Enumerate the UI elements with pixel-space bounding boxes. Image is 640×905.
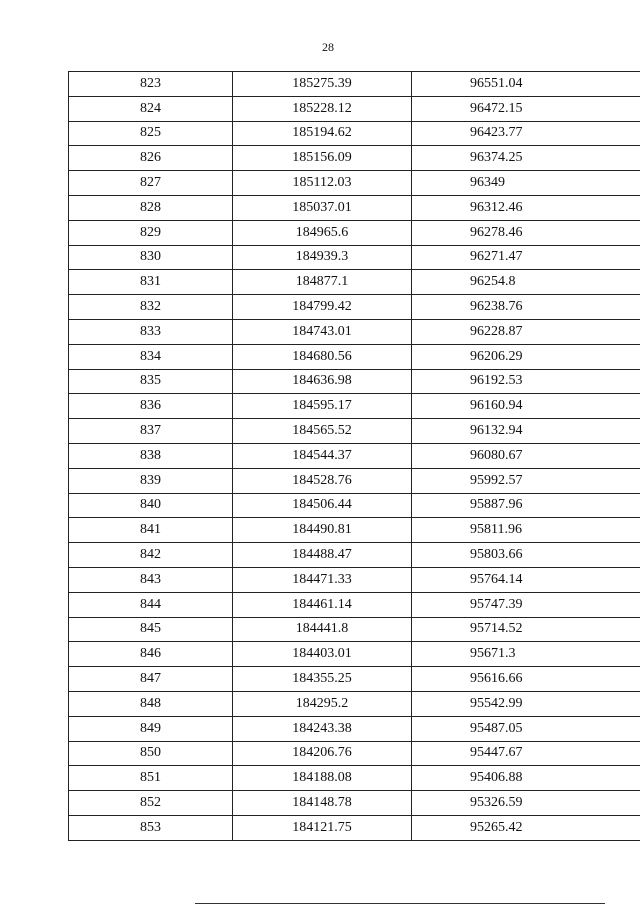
point-number-cell: 837 bbox=[69, 419, 233, 444]
x-coordinate-cell: 184355.25 bbox=[233, 667, 412, 692]
y-coordinate-cell: 96080.67 bbox=[412, 443, 640, 468]
table-row bbox=[69, 518, 640, 543]
point-number-cell: 832 bbox=[69, 295, 233, 320]
x-coordinate-cell: 184565.52 bbox=[233, 419, 412, 444]
table-row bbox=[69, 394, 640, 419]
table-body bbox=[69, 72, 640, 841]
x-coordinate-cell: 184506.44 bbox=[233, 493, 412, 518]
point-number-cell: 840 bbox=[69, 493, 233, 518]
table-row bbox=[69, 319, 640, 344]
y-coordinate-cell: 95326.59 bbox=[412, 791, 640, 816]
y-coordinate-cell: 96192.53 bbox=[412, 369, 640, 394]
point-number-cell: 826 bbox=[69, 146, 233, 171]
table-row bbox=[69, 419, 640, 444]
point-number-cell: 834 bbox=[69, 344, 233, 369]
x-coordinate-cell: 184148.78 bbox=[233, 791, 412, 816]
y-coordinate-cell: 96472.15 bbox=[412, 96, 640, 121]
point-number-cell: 824 bbox=[69, 96, 233, 121]
x-coordinate-cell: 184243.38 bbox=[233, 716, 412, 741]
y-coordinate-cell: 96206.29 bbox=[412, 344, 640, 369]
table-row bbox=[69, 716, 640, 741]
point-number-cell: 846 bbox=[69, 642, 233, 667]
y-coordinate-cell: 96238.76 bbox=[412, 295, 640, 320]
point-number-cell: 848 bbox=[69, 691, 233, 716]
x-coordinate-cell: 184488.47 bbox=[233, 543, 412, 568]
point-number-cell: 825 bbox=[69, 121, 233, 146]
table-row bbox=[69, 667, 640, 692]
table-row bbox=[69, 195, 640, 220]
point-number-cell: 841 bbox=[69, 518, 233, 543]
table-row bbox=[69, 369, 640, 394]
point-number-cell: 836 bbox=[69, 394, 233, 419]
x-coordinate-cell: 184490.81 bbox=[233, 518, 412, 543]
y-coordinate-cell: 95747.39 bbox=[412, 592, 640, 617]
table-row bbox=[69, 567, 640, 592]
y-coordinate-cell: 96254.8 bbox=[412, 270, 640, 295]
y-coordinate-cell: 96374.25 bbox=[412, 146, 640, 171]
x-coordinate-cell: 184799.42 bbox=[233, 295, 412, 320]
table-row bbox=[69, 121, 640, 146]
point-number-cell: 850 bbox=[69, 741, 233, 766]
x-coordinate-cell: 184295.2 bbox=[233, 691, 412, 716]
point-number-cell: 853 bbox=[69, 815, 233, 840]
x-coordinate-cell: 184965.6 bbox=[233, 220, 412, 245]
y-coordinate-cell: 95811.96 bbox=[412, 518, 640, 543]
y-coordinate-cell: 95714.52 bbox=[412, 617, 640, 642]
point-number-cell: 827 bbox=[69, 171, 233, 196]
y-coordinate-cell: 95764.14 bbox=[412, 567, 640, 592]
y-coordinate-cell: 95671.3 bbox=[412, 642, 640, 667]
table-row bbox=[69, 617, 640, 642]
point-number-cell: 844 bbox=[69, 592, 233, 617]
point-number-cell: 842 bbox=[69, 543, 233, 568]
x-coordinate-cell: 185037.01 bbox=[233, 195, 412, 220]
x-coordinate-cell: 184636.98 bbox=[233, 369, 412, 394]
bottom-rule bbox=[195, 903, 605, 904]
point-number-cell: 849 bbox=[69, 716, 233, 741]
point-number-cell: 847 bbox=[69, 667, 233, 692]
point-number-cell: 852 bbox=[69, 791, 233, 816]
x-coordinate-cell: 184939.3 bbox=[233, 245, 412, 270]
table-row bbox=[69, 741, 640, 766]
table-row bbox=[69, 344, 640, 369]
y-coordinate-cell: 95887.96 bbox=[412, 493, 640, 518]
y-coordinate-cell: 96271.47 bbox=[412, 245, 640, 270]
table-row bbox=[69, 220, 640, 245]
table-row bbox=[69, 270, 640, 295]
x-coordinate-cell: 184680.56 bbox=[233, 344, 412, 369]
point-number-cell: 835 bbox=[69, 369, 233, 394]
x-coordinate-cell: 184743.01 bbox=[233, 319, 412, 344]
y-coordinate-cell: 95803.66 bbox=[412, 543, 640, 568]
table-row bbox=[69, 791, 640, 816]
x-coordinate-cell: 184403.01 bbox=[233, 642, 412, 667]
table-row bbox=[69, 295, 640, 320]
x-coordinate-cell: 184544.37 bbox=[233, 443, 412, 468]
point-number-cell: 833 bbox=[69, 319, 233, 344]
y-coordinate-cell: 95616.66 bbox=[412, 667, 640, 692]
table-row bbox=[69, 146, 640, 171]
y-coordinate-cell: 96132.94 bbox=[412, 419, 640, 444]
table-row bbox=[69, 493, 640, 518]
x-coordinate-cell: 184121.75 bbox=[233, 815, 412, 840]
y-coordinate-cell: 96312.46 bbox=[412, 195, 640, 220]
table-row bbox=[69, 815, 640, 840]
x-coordinate-cell: 185156.09 bbox=[233, 146, 412, 171]
table-row bbox=[69, 72, 640, 97]
point-number-cell: 843 bbox=[69, 567, 233, 592]
y-coordinate-cell: 96278.46 bbox=[412, 220, 640, 245]
x-coordinate-cell: 184471.33 bbox=[233, 567, 412, 592]
y-coordinate-cell: 95447.67 bbox=[412, 741, 640, 766]
y-coordinate-cell: 96228.87 bbox=[412, 319, 640, 344]
y-coordinate-cell: 95265.42 bbox=[412, 815, 640, 840]
x-coordinate-cell: 184188.08 bbox=[233, 766, 412, 791]
table-row bbox=[69, 468, 640, 493]
table-row bbox=[69, 171, 640, 196]
y-coordinate-cell: 95542.99 bbox=[412, 691, 640, 716]
table-row bbox=[69, 592, 640, 617]
x-coordinate-cell: 184528.76 bbox=[233, 468, 412, 493]
point-number-cell: 823 bbox=[69, 72, 233, 97]
table-row bbox=[69, 642, 640, 667]
point-number-cell: 851 bbox=[69, 766, 233, 791]
x-coordinate-cell: 184595.17 bbox=[233, 394, 412, 419]
x-coordinate-cell: 185194.62 bbox=[233, 121, 412, 146]
table-row bbox=[69, 691, 640, 716]
coordinate-table bbox=[68, 71, 640, 841]
table-row bbox=[69, 96, 640, 121]
x-coordinate-cell: 184461.14 bbox=[233, 592, 412, 617]
y-coordinate-cell: 95487.05 bbox=[412, 716, 640, 741]
y-coordinate-cell: 95406.88 bbox=[412, 766, 640, 791]
x-coordinate-cell: 184441.8 bbox=[233, 617, 412, 642]
table-row bbox=[69, 543, 640, 568]
point-number-cell: 839 bbox=[69, 468, 233, 493]
y-coordinate-cell: 96423.77 bbox=[412, 121, 640, 146]
point-number-cell: 829 bbox=[69, 220, 233, 245]
point-number-cell: 845 bbox=[69, 617, 233, 642]
page-number: 28 bbox=[322, 40, 334, 54]
y-coordinate-cell: 96160.94 bbox=[412, 394, 640, 419]
point-number-cell: 831 bbox=[69, 270, 233, 295]
point-number-cell: 830 bbox=[69, 245, 233, 270]
y-coordinate-cell: 95992.57 bbox=[412, 468, 640, 493]
y-coordinate-cell: 96349 bbox=[412, 171, 640, 196]
x-coordinate-cell: 185228.12 bbox=[233, 96, 412, 121]
y-coordinate-cell: 96551.04 bbox=[412, 72, 640, 97]
x-coordinate-cell: 184206.76 bbox=[233, 741, 412, 766]
point-number-cell: 838 bbox=[69, 443, 233, 468]
table-row bbox=[69, 245, 640, 270]
table-row bbox=[69, 766, 640, 791]
x-coordinate-cell: 184877.1 bbox=[233, 270, 412, 295]
table-row bbox=[69, 443, 640, 468]
x-coordinate-cell: 185275.39 bbox=[233, 72, 412, 97]
x-coordinate-cell: 185112.03 bbox=[233, 171, 412, 196]
point-number-cell: 828 bbox=[69, 195, 233, 220]
